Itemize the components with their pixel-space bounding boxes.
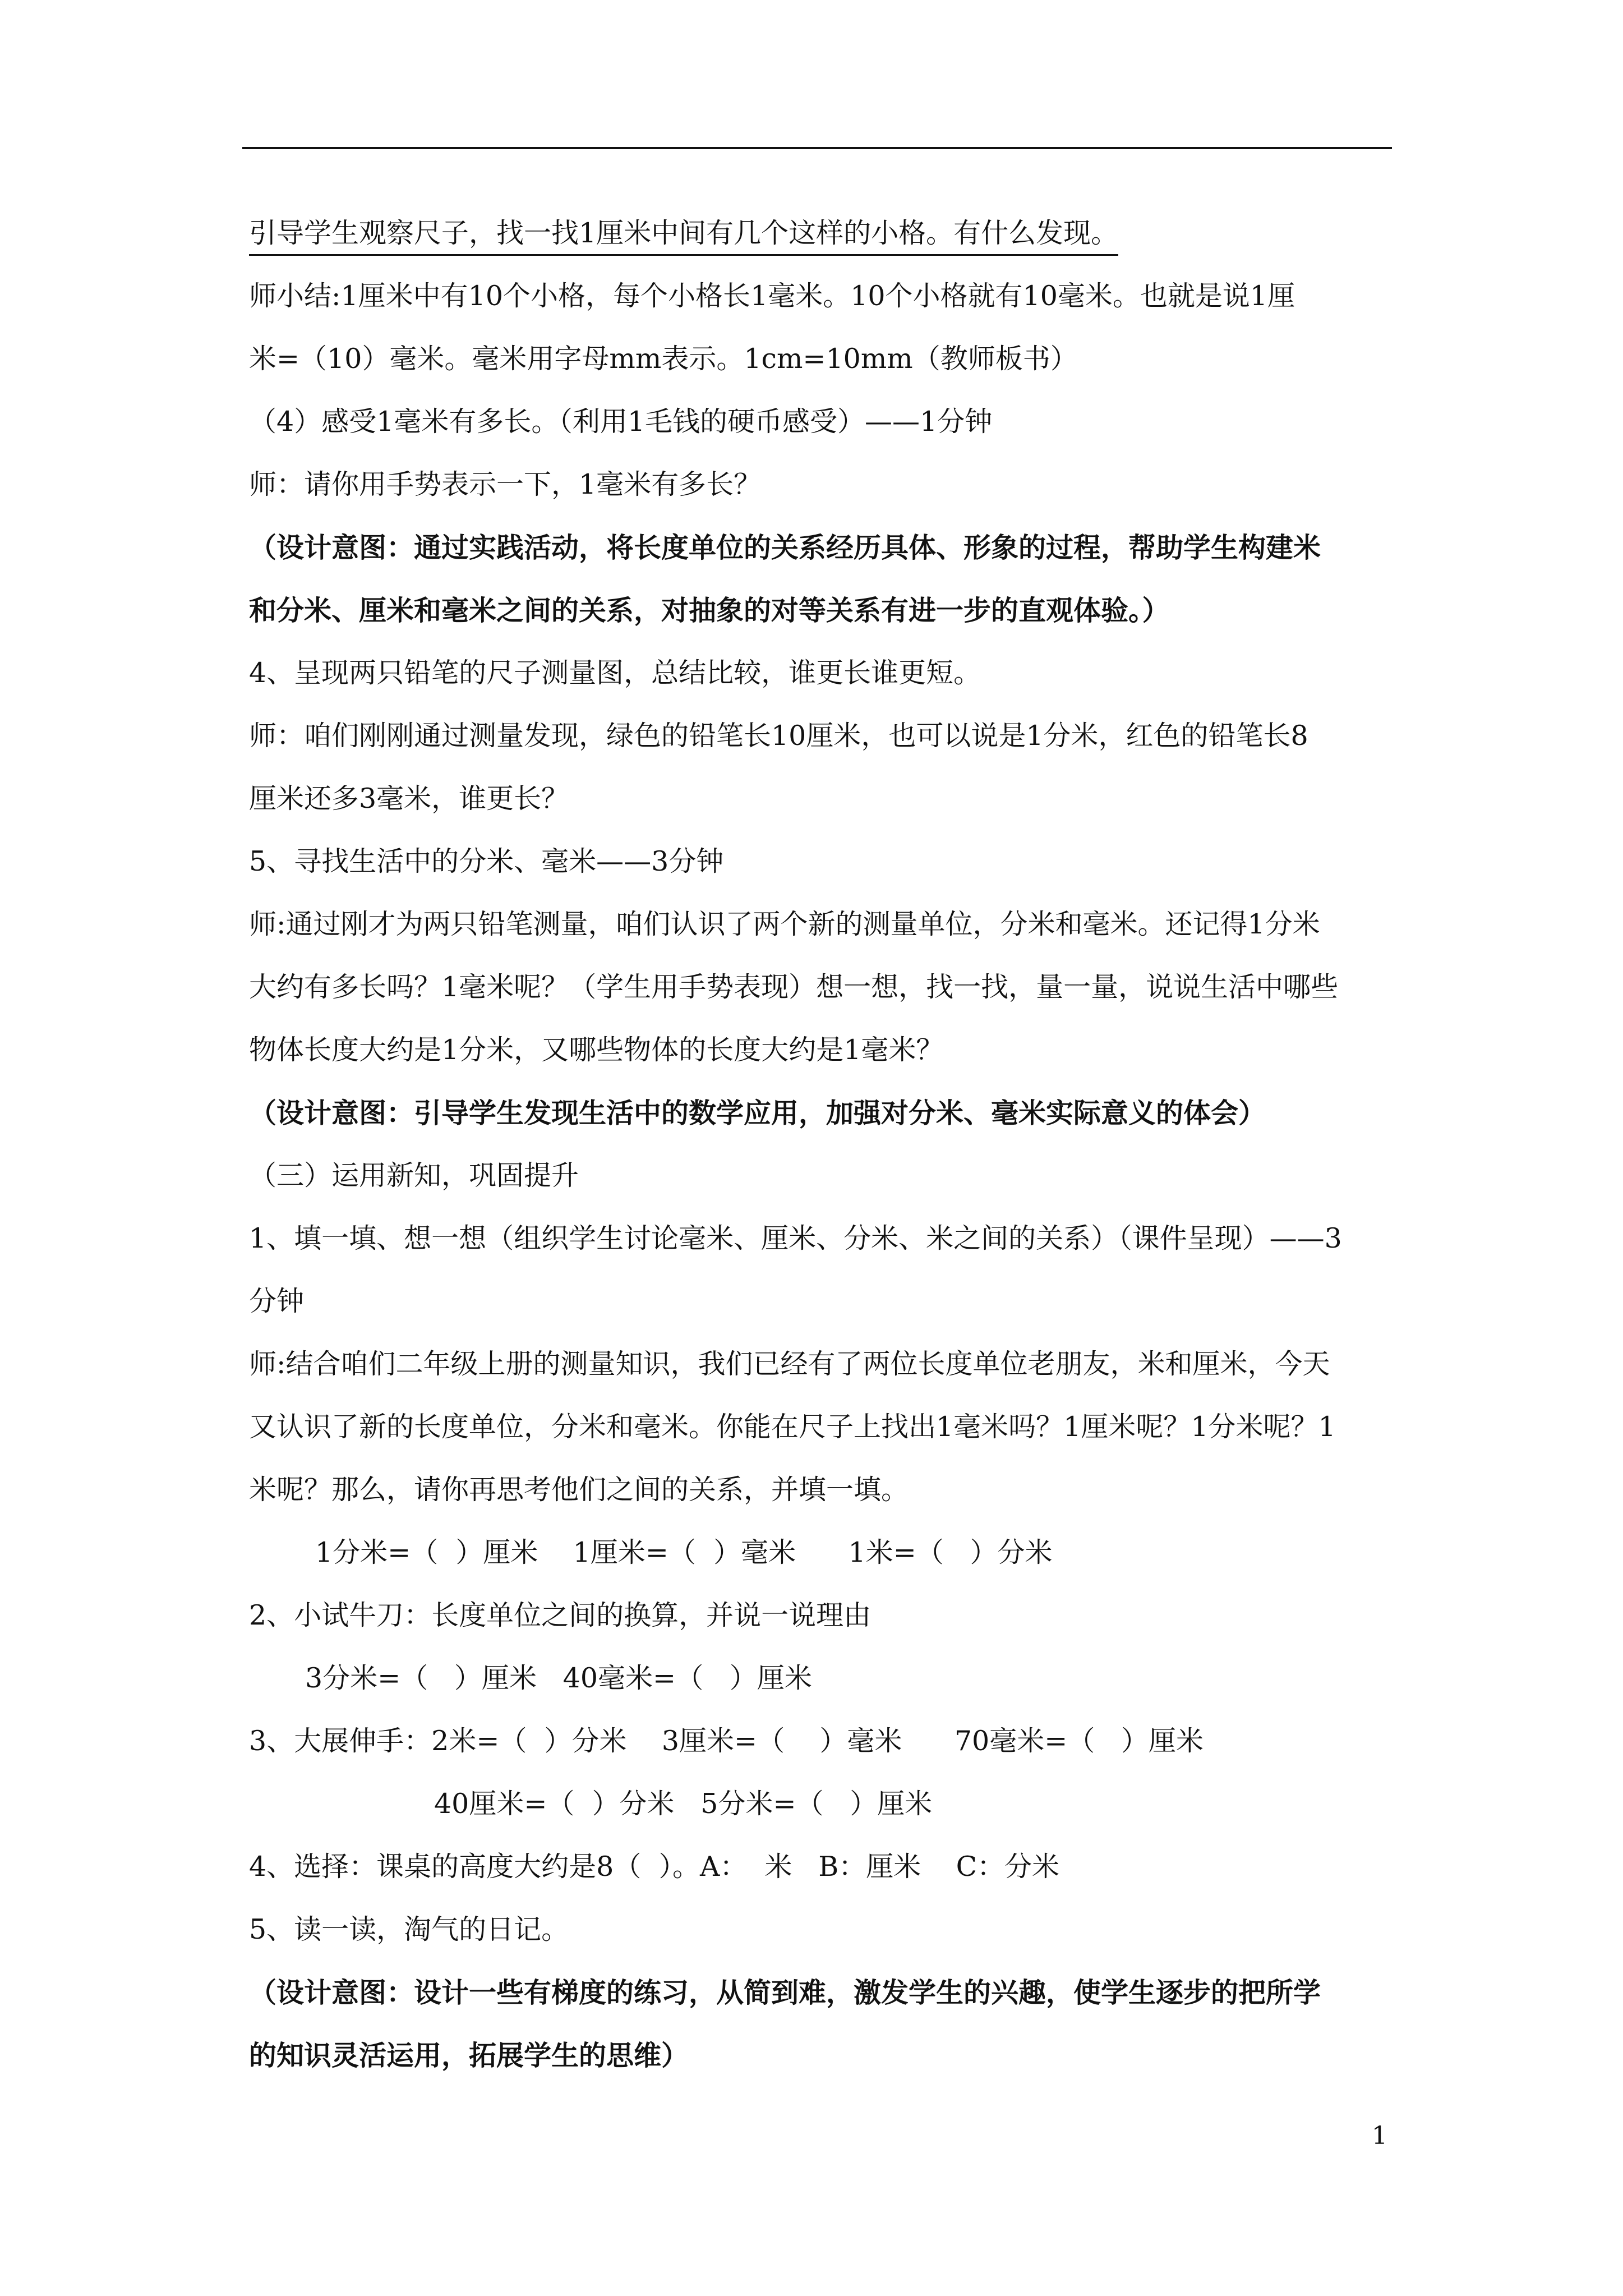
exercise-line: 1分米=（ ）厘米 1厘米=（ ）毫米 1米=（ ）分米 (315, 1536, 1053, 1568)
design-intent-line: （设计意图：设计一些有梯度的练习，从简到难，激发学生的兴趣，使学生逐步的把所学 (249, 1976, 1321, 2009)
paragraph-line: 师:通过刚才为两只铅笔测量，咱们认识了两个新的测量单位，分米和毫米。还记得1分米 (249, 908, 1320, 940)
exercise-line: 3、大展伸手：2米=（ ）分米 3厘米=（ ）毫米 70毫米=（ ）厘米 (249, 1725, 1204, 1757)
design-intent-line: （设计意图：引导学生发现生活中的数学应用，加强对分米、毫米实际意义的体会） (249, 1097, 1266, 1129)
document-body (249, 202, 1393, 2087)
paragraph-line: 师小结:1厘米中有10个小格，每个小格长1毫米。10个小格就有10毫米。也就是说1厘 (249, 280, 1295, 312)
exercise-line: 40厘米=（ ）分米 5分米=（ ）厘米 (434, 1788, 933, 1820)
paragraph-line: （4）感受1毫米有多长。（利用1毛钱的硬币感受）——1分钟 (249, 406, 993, 438)
page-number: 1 (1372, 2122, 1387, 2150)
paragraph-line: 师:结合咱们二年级上册的测量知识，我们已经有了两位长度单位老朋友，米和厘米，今天 (249, 1348, 1330, 1380)
header-rule (242, 147, 1392, 149)
design-intent-line: （设计意图：通过实践活动，将长度单位的关系经历具体、形象的过程，帮助学生构建米 (249, 531, 1321, 564)
paragraph-line: 米=（10）毫米。毫米用字母mm表示。1cm=10mm（教师板书） (249, 343, 1078, 375)
paragraph-line: 2、小试牛刀：长度单位之间的换算，并说一说理由 (249, 1599, 872, 1631)
paragraph-line (249, 202, 1393, 265)
paragraph-line: 5、寻找生活中的分米、毫米——3分钟 (249, 845, 724, 877)
exercise-line: 4、选择：课桌的高度大约是8（ ）。A： 米 B：厘米 C：分米 (249, 1851, 1060, 1883)
paragraph-line: 5、读一读，淘气的日记。 (249, 1913, 569, 1945)
exercise-line: 3分米=（ ）厘米 40毫米=（ ）厘米 (305, 1662, 812, 1694)
section-heading: （三）运用新知，巩固提升 (249, 1159, 579, 1191)
paragraph-line: 大约有多长吗？1毫米呢？（学生用手势表现）想一想，找一找，量一量，说说生活中哪些 (249, 971, 1339, 1003)
paragraph-line: 师：咱们刚刚通过测量发现，绿色的铅笔长10厘米，也可以说是1分米，红色的铅笔长8 (249, 720, 1308, 752)
paragraph-line: 米呢？那么，请你再思考他们之间的关系，并填一填。 (249, 1474, 909, 1506)
design-intent-line: 的知识灵活运用，拓展学生的思维） (249, 2039, 689, 2072)
paragraph-line: 1、填一填、想一想（组织学生讨论毫米、厘米、分米、米之间的关系）（课件呈现）——3 (249, 1222, 1342, 1254)
paragraph-line: 4、呈现两只铅笔的尺子测量图，总结比较，谁更长谁更短。 (249, 657, 981, 689)
paragraph-line: 分钟 (249, 1285, 305, 1317)
paragraph-line: 师：请你用手势表示一下，1毫米有多长？ (249, 468, 762, 500)
paragraph-line: 物体长度大约是1分米，又哪些物体的长度大约是1毫米？ (249, 1034, 944, 1066)
paragraph-line: 又认识了新的长度单位，分米和毫米。你能在尺子上找出1毫米吗？1厘米呢？1分米呢？1 (249, 1411, 1336, 1443)
underlined-text: 引导学生观察尺子，找一找1厘米中间有几个这样的小格。有什么发现。 (249, 218, 1118, 256)
paragraph-line: 厘米还多3毫米，谁更长？ (249, 783, 569, 815)
design-intent-line: 和分米、厘米和毫米之间的关系，对抽象的对等关系有进一步的直观体验。） (249, 594, 1170, 627)
